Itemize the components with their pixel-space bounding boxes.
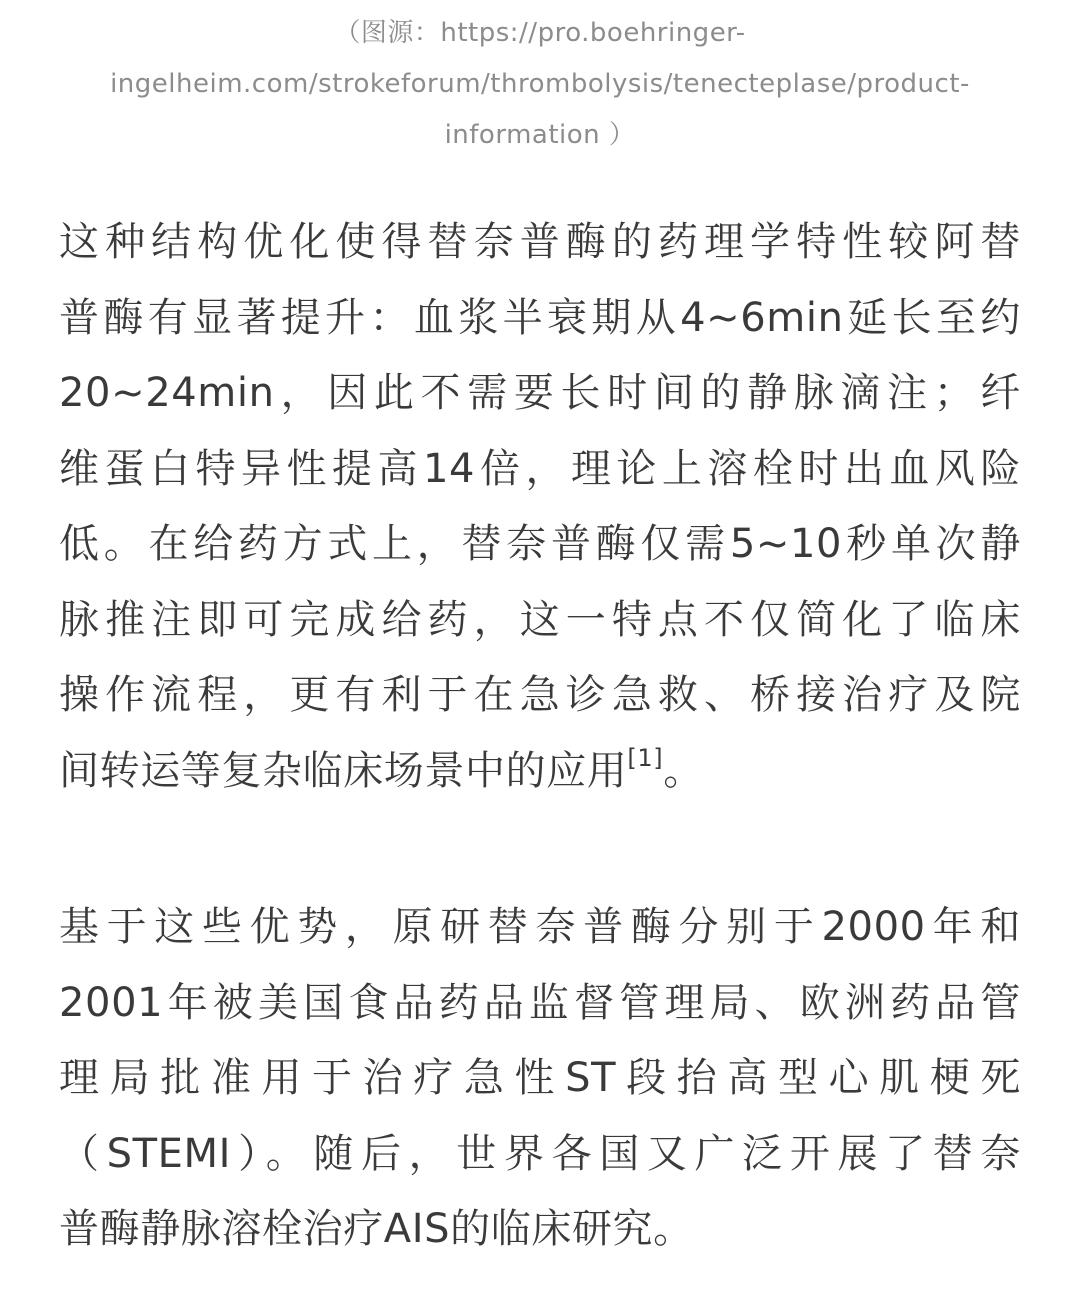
paragraph-line: 低。在给药方式上，替奈普酶仅需5~10秒单次静: [59, 521, 1021, 567]
paragraph-line: 基于这些优势，原研替奈普酶分别于2000年和: [59, 904, 1021, 950]
paragraph-line: 操作流程，更有利于在急诊急救、桥接治疗及院: [59, 672, 1021, 718]
paragraph-line: 理局批准用于治疗急性ST段抬高型心肌梗死: [59, 1055, 1021, 1101]
caption-line: information ）: [444, 120, 636, 150]
caption-line: （图源：https://pro.boehringer-: [334, 18, 746, 48]
paragraph-line: 维蛋白特异性提高14倍，理论上溶栓时出血风险: [59, 445, 1021, 492]
paragraph-line: 普酶静脉溶栓治疗AIS的临床研究。: [59, 1206, 694, 1252]
paragraph-tenecteplase-properties: [59, 205, 1021, 809]
paragraph-line: 普酶有显著提升：血浆半衰期从4~6min延长至约: [59, 294, 1021, 341]
caption-line: ingelheim.com/strokeforum/thrombolysis/tenecteplase/product-: [110, 69, 970, 99]
paragraph-line: （STEMI）。随后，世界各国又广泛开展了替奈: [59, 1130, 1021, 1177]
paragraph-line: 2001年被美国食品药品监督管理局、欧洲药品管: [59, 979, 1021, 1026]
image-source-caption: [60, 8, 1020, 161]
paragraph-approval-history: [59, 890, 1021, 1268]
paragraph-line: 20~24min，因此不需要长时间的静脉滴注；纤: [59, 370, 1021, 416]
reference-marker[interactable]: [1]: [627, 743, 664, 772]
paragraph-line: 脉推注即可完成给药，这一特点不仅简化了临床: [59, 596, 1021, 643]
paragraph-line: 这种结构优化使得替奈普酶的药理学特性较阿替: [59, 219, 1021, 265]
paragraph-last-line: [59, 734, 1021, 810]
paragraph-line-end: 。: [663, 747, 704, 794]
paragraph-line-text: 间转运等复杂临床场景中的应用: [59, 747, 628, 794]
